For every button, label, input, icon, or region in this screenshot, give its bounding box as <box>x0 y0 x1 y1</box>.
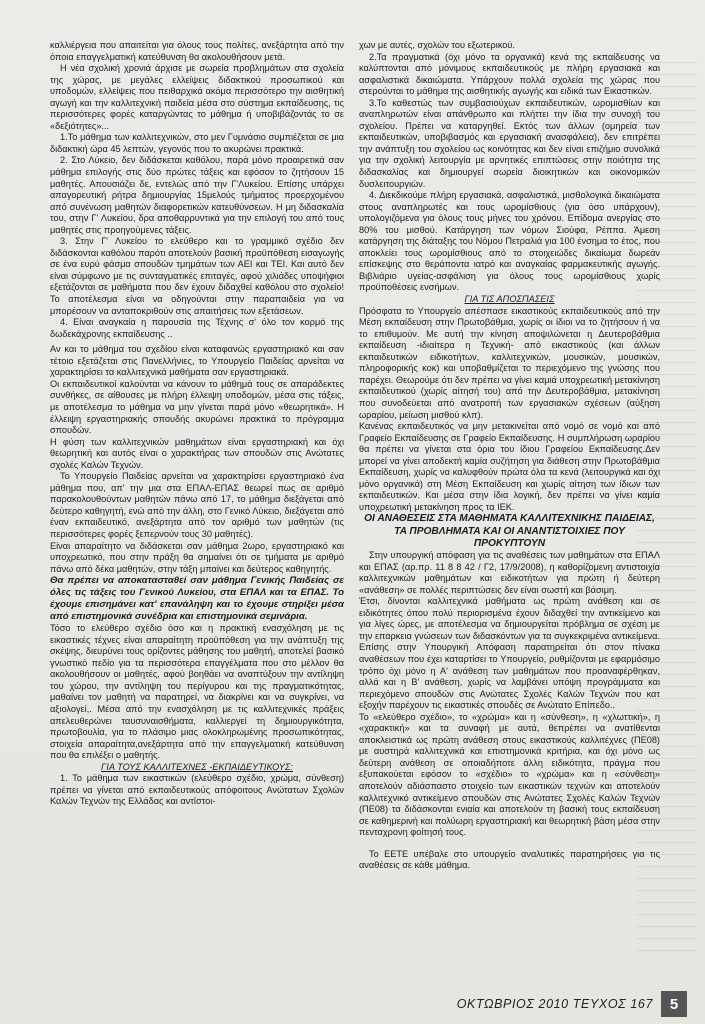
paragraph: 2. Στο Λύκειο, δεν διδάσκεται καθόλου, παρά μόνο προαιρετικά σαν μάθημα επιλογής στις δύο πρώτες τάξεις και εφόσον το ζητήσουν 15 μαθητές. Απουσιάζει δε, εντελώς από την Γ'Λυκείου. Επίσης υπάρχει απαγορευτική ρήτρα δημιουργίας 15μελούς τμήματος προερχομένου από συνένωση μαθητών διαφορετικών κατευθύνσεων. Η μη διδασκαλία του, στην Γ' Λυκείου, δρα αποθαρρυντικά για την επιλογή του από τους μαθητές στις προηγούμενες τάξεις. <box>50 155 344 235</box>
paragraph: Η φύση των καλλιτεχνικών μαθημάτων είναι εργαστηριακή και όχι θεωρητική και αυτός είναι ο χαρακτήρας των σπουδών στις Ανώτατες σχολές Καλών Τεχνών. <box>50 436 344 470</box>
paragraph: 3. Στην Γ' Λυκείου το ελεύθερο και το γραμμικό σχέδιο δεν διδάσκονται καθόλου παρότι αποτελούν βασική προϋπόθεση εισαγωγής σε ένα ευρύ φάσμα σπουδών τμημάτων των ΑΕΙ και ΤΕΙ. Και αυτό δεν είναι σύμφωνο με τις συνταγματικές επιταγές, αφού χιλιάδες υποψήφιοι εξετάζονται σε μαθήματα που δεν έχουν διδαχθεί καθόλου στο σχολείο! Το αποτέλεσμα είναι να οδηγούνται στην παραπαιδεία για να μπορέσουν να ανταποκριθούν στις απαιτήσεις των εξετάσεων. <box>50 236 344 316</box>
paragraph: Αν και το μάθημα του σχεδίου είναι καταφανώς εργαστηριακό και σαν τέτοιο εξετάζεται στις Πανελλήνιες, το Υπουργείο Παιδείας αρνείται να χαρακτηρίσει τα καλλιτεχνικά μαθήματα σαν εργαστηριακά. <box>50 344 344 378</box>
paragraph: Είναι απαραίτητο να διδάσκεται σαν μάθημα 2ωρο, εργαστηριακό και υποχρεωτικό, που στην πράξη θα σημαίνει ότι σε τμήματα με αριθμό πάνω από δέκα μαθητών, στην τάξη μπαίνει και δεύτερος καθηγητής. <box>50 540 344 574</box>
paragraph: Το Υπουργείο Παιδείας αρνείται να χαρακτηρίσει εργαστηριακό ένα μάθημα που, απ' την μια στα ΕΠΑΛ-ΕΠΑΣ θεωρεί πως σε αριθμό παρακολουθούντων μαθητών πάνω από 17, το μάθημα διεξάγεται από δεύτερο καθηγητή, ενώ από την άλλη, στο Γενικό Λύκειο, διεξάγεται από έναν εκπαιδευτικό, ανεξάρτητα από τον αριθμό των μαθητών (τις περισσότερες φορές ξεπερνούν τους 30 μαθητές). <box>50 471 344 539</box>
paragraph: 4. Είναι αναγκαία η παρουσία της Τέχνης σ' όλο τον κορμό της δωδεκάχρονης εκπαίδευσης .. <box>50 317 344 339</box>
secondments-heading: ΓΙΑ ΤΙΣ ΑΠΟΣΠΑΣΕΙΣ <box>464 294 555 305</box>
closing-paragraph: Το ΕΕΤΕ υπέβαλε στο υπουργείο αναλυτικές παρατηρήσεις για τις αναθέσεις σε κάθε μάθημα. <box>359 848 660 871</box>
left-column <box>50 40 344 808</box>
paragraph: Έτσι, δίνονται καλλιτεχνικά μαθήματα ως πρώτη ανάθεση και σε ειδικότητες όπου πολύ περιορισμένα έχουν διδαχθεί την αντικείμενο και για λίγες ώρες, με αποτέλεσμα να δημιουργείται πρόβλημα σε σχέση με την επαρκεια γνώσεων των διδασκόντων για τα συγκεκριμένα αντικείμενα. Επίσης στην Υπουργική Απόφαση παρατηρείται ότι στον πίνακα αναθέσεων που έχει καταρτίσει το Υπουργείο, ρυθμίζονται με εφαρμόσιμο τρόπο όχι μόνο η Α' ανάθεση των μαθημάτων που προαναφέρθηκαν, αλλά και η Β' ανάθεση, χωρίς να λαμβάνει υπόψη προγράμματα και περιεχόμενο σπουδών στις Ανώτατες Σχολές Καλών Τεχνών που κατ εξοχήν παρέχουν τις εικαστικές σπουδές σε Ανώτατο Επίπεδο.. <box>359 596 660 711</box>
paragraph: Πρόσφατα το Υπουργείο απέσπασε εικαστικούς εκπαιδευτικούς από την Μέση εκπαίδευση στην Πρωτοβάθμια, χωρίς οι ίδιοι να το ζητήσουν ή να το επιθυμούν. Με αυτή την κίνηση αποψιλώνεται η Δευτεροβάθμια εκπαίδευση -ιδιαίτερα η Τεχνική- από εικαστικούς (και άλλων εκπαιδευτικών ειδικοτήτων, καλλιτεχνικών, μουσικών, μουσικών, πληροφορικής κοκ) και υποβαθμίζεται το περιεχόμενο της γνώσης που παρέχει. Θεωρούμε ότι δεν πρέπει να γίνει καμιά υποχρεωτική μετακίνηση εκπαιδευτικού (χωρίς αίτησή του) από την Δευτεροβάθμια, μετακίνηση που συνοδεύεται από ανατροπή των εργασιακών σχέσεων (αύξηση ωραρίου, μείωση μισθού κλπ). <box>359 305 660 420</box>
paragraph: 4. Διεκδικούμε πλήρη εργασιακά, ασφαλιστικά, μισθολογικά δικαιώματα στους αναπληρωτές και τους ωρομίσθιους (για όσο υπάρχουν), υπολογιζόμενα για όλους τους μήνες του χρόνου. Επίδομα ανεργίας στο 80% του μισθού. Κατάργηση των νόμων Σιούφα, Ρέππα. Άμεση κατάργηση της διάταξης του Νόμου Πετραλιά για 100 ένσημα το έτος, που αποκλείει τους ωρομίσθιους από το στοιχειώδες δικαίωμα δωρεάν επίσκεψης στο θεράποντα ιατρό και αναγκαίας φαρμακευτικής αγωγής. Βιβλιάριο υγείας-ασφάλιση για όλους τους ωρομίσθιους χωρίς προϋποθέσεις ενσήμων. <box>359 190 660 293</box>
right-column <box>359 40 660 872</box>
paragraph: 3.Το καθεστώς των συμβασιούχων εκπαιδευτικών, ωρομισθίων και αναπληρωτών είναι απάνθρωπο και πλήττει την ίδια την συνοχή του σχολείου. Πρέπει να καταργηθεί. Εκτός των άλλων (ομηρεία των εκπαιδευτικών, υποβιβασμός και εργασιακή ανασφάλεια), δεν επιτρέπει την ανάπτυξη του σχολείου ως κοινότητας και δεν είναι επιζήμιο συνολικά για την σχολική λειτουργία με αρνητικές επιπτώσεις στην ποιότητα της διδασκαλίας και δημιουργεί σωρεία διοικητικών και οικονομικών δυσλειτουργιών. <box>359 97 660 189</box>
page-footer <box>457 984 687 1024</box>
paragraph: Στην υπουργική απόφαση για τις αναθέσεις των μαθημάτων στα ΕΠΑΛ και ΕΠΑΣ (αρ.πρ. 11 8 8 42 / Γ2, 17/9/2008), η καθορίζομενη αντιστοιχία καλλιτεχνικών μαθημάτων και ειδικοτήτων για πρώτη ή δεύτερη «ανάθεση» σε πολλές περιπτώσεις δεν είναι σωστή και βάσιμη. <box>359 550 660 595</box>
paragraph: Κανένας εκπαιδευτικός να μην μετακινείται από νομό σε νομό και από Γραφείο Εκπαίδευσης σε Γραφείο Εκπαίδευσης. Η συμπλήρωση ωραρίου θα πρέπει να γίνεται στα όρια του ίδιου Γραφείου Εκπαίδευσης.Δεν μπορεί να γίνει αποδεκτή καμία συζήτηση για διάθεση στην Πρωτοβάθμια Εκπαίδευση, χωρίς να καλυφθούν πρώτα όλα τα κενά (λειτουργικά και όχι μόνο οργανικά) στη Μέση Εκπαίδευση και χωρίς αίτηση των ίδιων των εκπαιδευτικών. Και μέσα στην ίδια λογική, δεν πρέπει να γίνει καμία υποχρεωτική μετακίνηση προς τα ΙΕΚ. <box>359 421 660 512</box>
paragraph: Η νέα σχολική χρονιά άρχισε με σωρεία προβλημάτων στα σχολεία της χώρας, με μεγάλες ελλείψεις διδακτικού προσωπικού και υποδομών, ελλείψεις που πειθαρχικά ακόμα περισσότερο την αισθητική αγωγή και την καλλιτεχνική παιδεία μέσα στο σύστημα εκπαίδευσης, τις περισσότερες φορές καταργώντας το μάθημα ή υποβιβάζοντάς το σε «δεξιότητες»... <box>50 63 344 131</box>
paragraph: 1. Το μάθημα των εικαστικών (ελεύθερο σχέδιο, χρώμα, σύνθεση) πρέπει να γίνεται από εκπαιδευτικούς απόφοιτους Ανώτατων Σχολών Καλών Τεχνών της Ελλάδας και αντίστοι- <box>50 773 344 807</box>
paragraph: Τόσο το ελεύθερο σχέδιο όσο και η πρακτική ενασχόληση με τις εικαστικές τέχνες είναι απαραίτητη προϋπόθεση για την ανάπτυξη της σκέψης, διευρύνει τους ορίζοντες μάθησης του μαθητή, αποτελεί βασικό γνωστικό πεδίο για τα περισσότερα επαγγέλματα που στο μέλλον θα ακολουθήσουν οι μαθητές, αφού βοηθάει να αναπτύξουν την αντίληψη του χώρου, την αντίληψη του περίγυρου και της πραγματικότητας, μαθαίνει τον μαθητή να παρατηρεί, να διακρίνει και να συγκρίνει, να αξιολογεί,. Μέσα από την ενασχόληση με τις καλλιτεχνικές πράξεις απελευθερώνει ταυσυναισθήματα, καλλιεργεί τη δημιουργικότητα, πρωτοβουλία, για το πλάσιμο μιας ολοκληρωμένης προσωπικότητας, στοιχεία απαραίτητα,ανεξάρτητα από την επαγγελματική κατεύθυνση που θα επιλέξει ο μαθητής. <box>50 623 344 761</box>
demand-heading: Θα πρέπει να αποκατασταθεί σαν μάθημα Γενικής Παιδείας σε όλες τις τάξεις του Γενικού Λυκείου, στα ΕΠΑΛ και τα ΕΠΑΣ. Το έχουμε επισημάνει κατ' επανάληψη και το έχουμε στηρίξει μέσα από επιστημονικά συνέδρια και επιστημονικά σεμινάρια. <box>50 575 344 623</box>
paragraph: Το «ελεύθερο σχέδιο», το «χρώμα» και η «σύνθεση», η «χλωττική», η «χαρακτική» και τα συναφή με αυτά, θεπρέπει να ανατίθενται αποκλειστικά ως πρώτη ανάθεση στους εικαστικούς καλλιτέχνες (ΠΕ08) με αυστηρά καλλιτεχνικά και επιστημονικά κριτήρια, και όχι μόνο ως δεύτερη ανάθεση σε οποιαδήποτε άλλη ειδικότητα, πράγμα που εξυπακούεται εφόσον το «σχέδιο» το «χρώμα» και η «σύνθεση» αποτελούν αδιάσπαστο στοιχείο των εικαστικών τεχνών και αποτελούν καλλιτεχνικό αντικείμενο σπουδών στις Ανώτατες Σχολές Καλών Τεχνών (ΠΕ08) τα διδάσκονται ενιαία και αποτελούν τη βασική τους εκπαίδευση σε καθημερινή και πολύωρη εργαστηριακή και θεωρητική βάση μέσα στην πενταχρονη φοίτησή τους. <box>359 711 660 838</box>
issue-label: ΟΚΤΩΒΡΙΟΣ 2010 ΤΕΥΧΟΣ 167 <box>456 997 653 1011</box>
artists-teachers-heading: ΓΙΑ ΤΟΥΣ ΚΑΛΛΙΤΕΧΝΕΣ -ΕΚΠΑΙΔΕΥΤΙΚΟΥΣ: <box>101 761 293 772</box>
assignments-heading: ΟΙ ΑΝΑΘΕΣΕΙΣ ΣΤΑ ΜΑΘΗΜΑΤΑ ΚΑΛΛΙΤΕΧΝΙΚΗΣ ΠΑΙΔΕΙΑΣ, ΤΑ ΠΡΟΒΛΗΜΑΤΑ ΚΑΙ ΟΙ ΑΝΑΝΤΙΣΤΟΙΧΙΕΣ ΠΟΥ ΠΡΟΚΥΠΤΟΥΝ <box>364 513 655 549</box>
paragraph: χων με αυτές, σχολών του εξωτερικού. <box>359 40 515 50</box>
paragraph: 2.Τα πραγματικά (όχι μόνο τα οργανικά) κενά της εκπαίδευσης να καλύπτονται από μόνιμους εκπαιδευτικούς με πλήρη εργασιακά και ασφαλιστικά δικαιώματα. Υπάρχουν πολλά σχολεία της χώρας που στερούνται το μάθημα της αισθητικής αγωγής και ειδικά των Εικαστικών. <box>359 51 660 97</box>
page-number: 5 <box>661 991 687 1017</box>
paragraph: καλλιέργεια που απαιτείται για όλους τους πολίτες, ανεξάρτητα από την όποια επαγγελματική κατεύθυνση θα ακολουθήσουν μετά. <box>50 40 344 62</box>
paragraph: Οι εκπαιδευτικοί καλούνται να κάνουν το μάθημά τους σε απαράδεκτες συνθήκες, σε αίθουσες με πλήρη έλλειψη υποδομών, μέσα στις τάξεις, με αποτέλεσμα το μάθημα να μην γίνεται παρά μόνο «θεωρητικά». Η έλλειψη εργαστηριακής σπουδής ακυρώνει πρακτικά το πρόγραμμα σπουδών. <box>50 378 344 436</box>
paragraph: 1.Το μάθημα των καλλιτεχνικών, στο μεν Γυμνάσιο συμπιέζεται σε μια διδακτική ώρα 45 λεπτών, γεγονός που το ακυρώνει πρακτικά. <box>50 132 344 154</box>
